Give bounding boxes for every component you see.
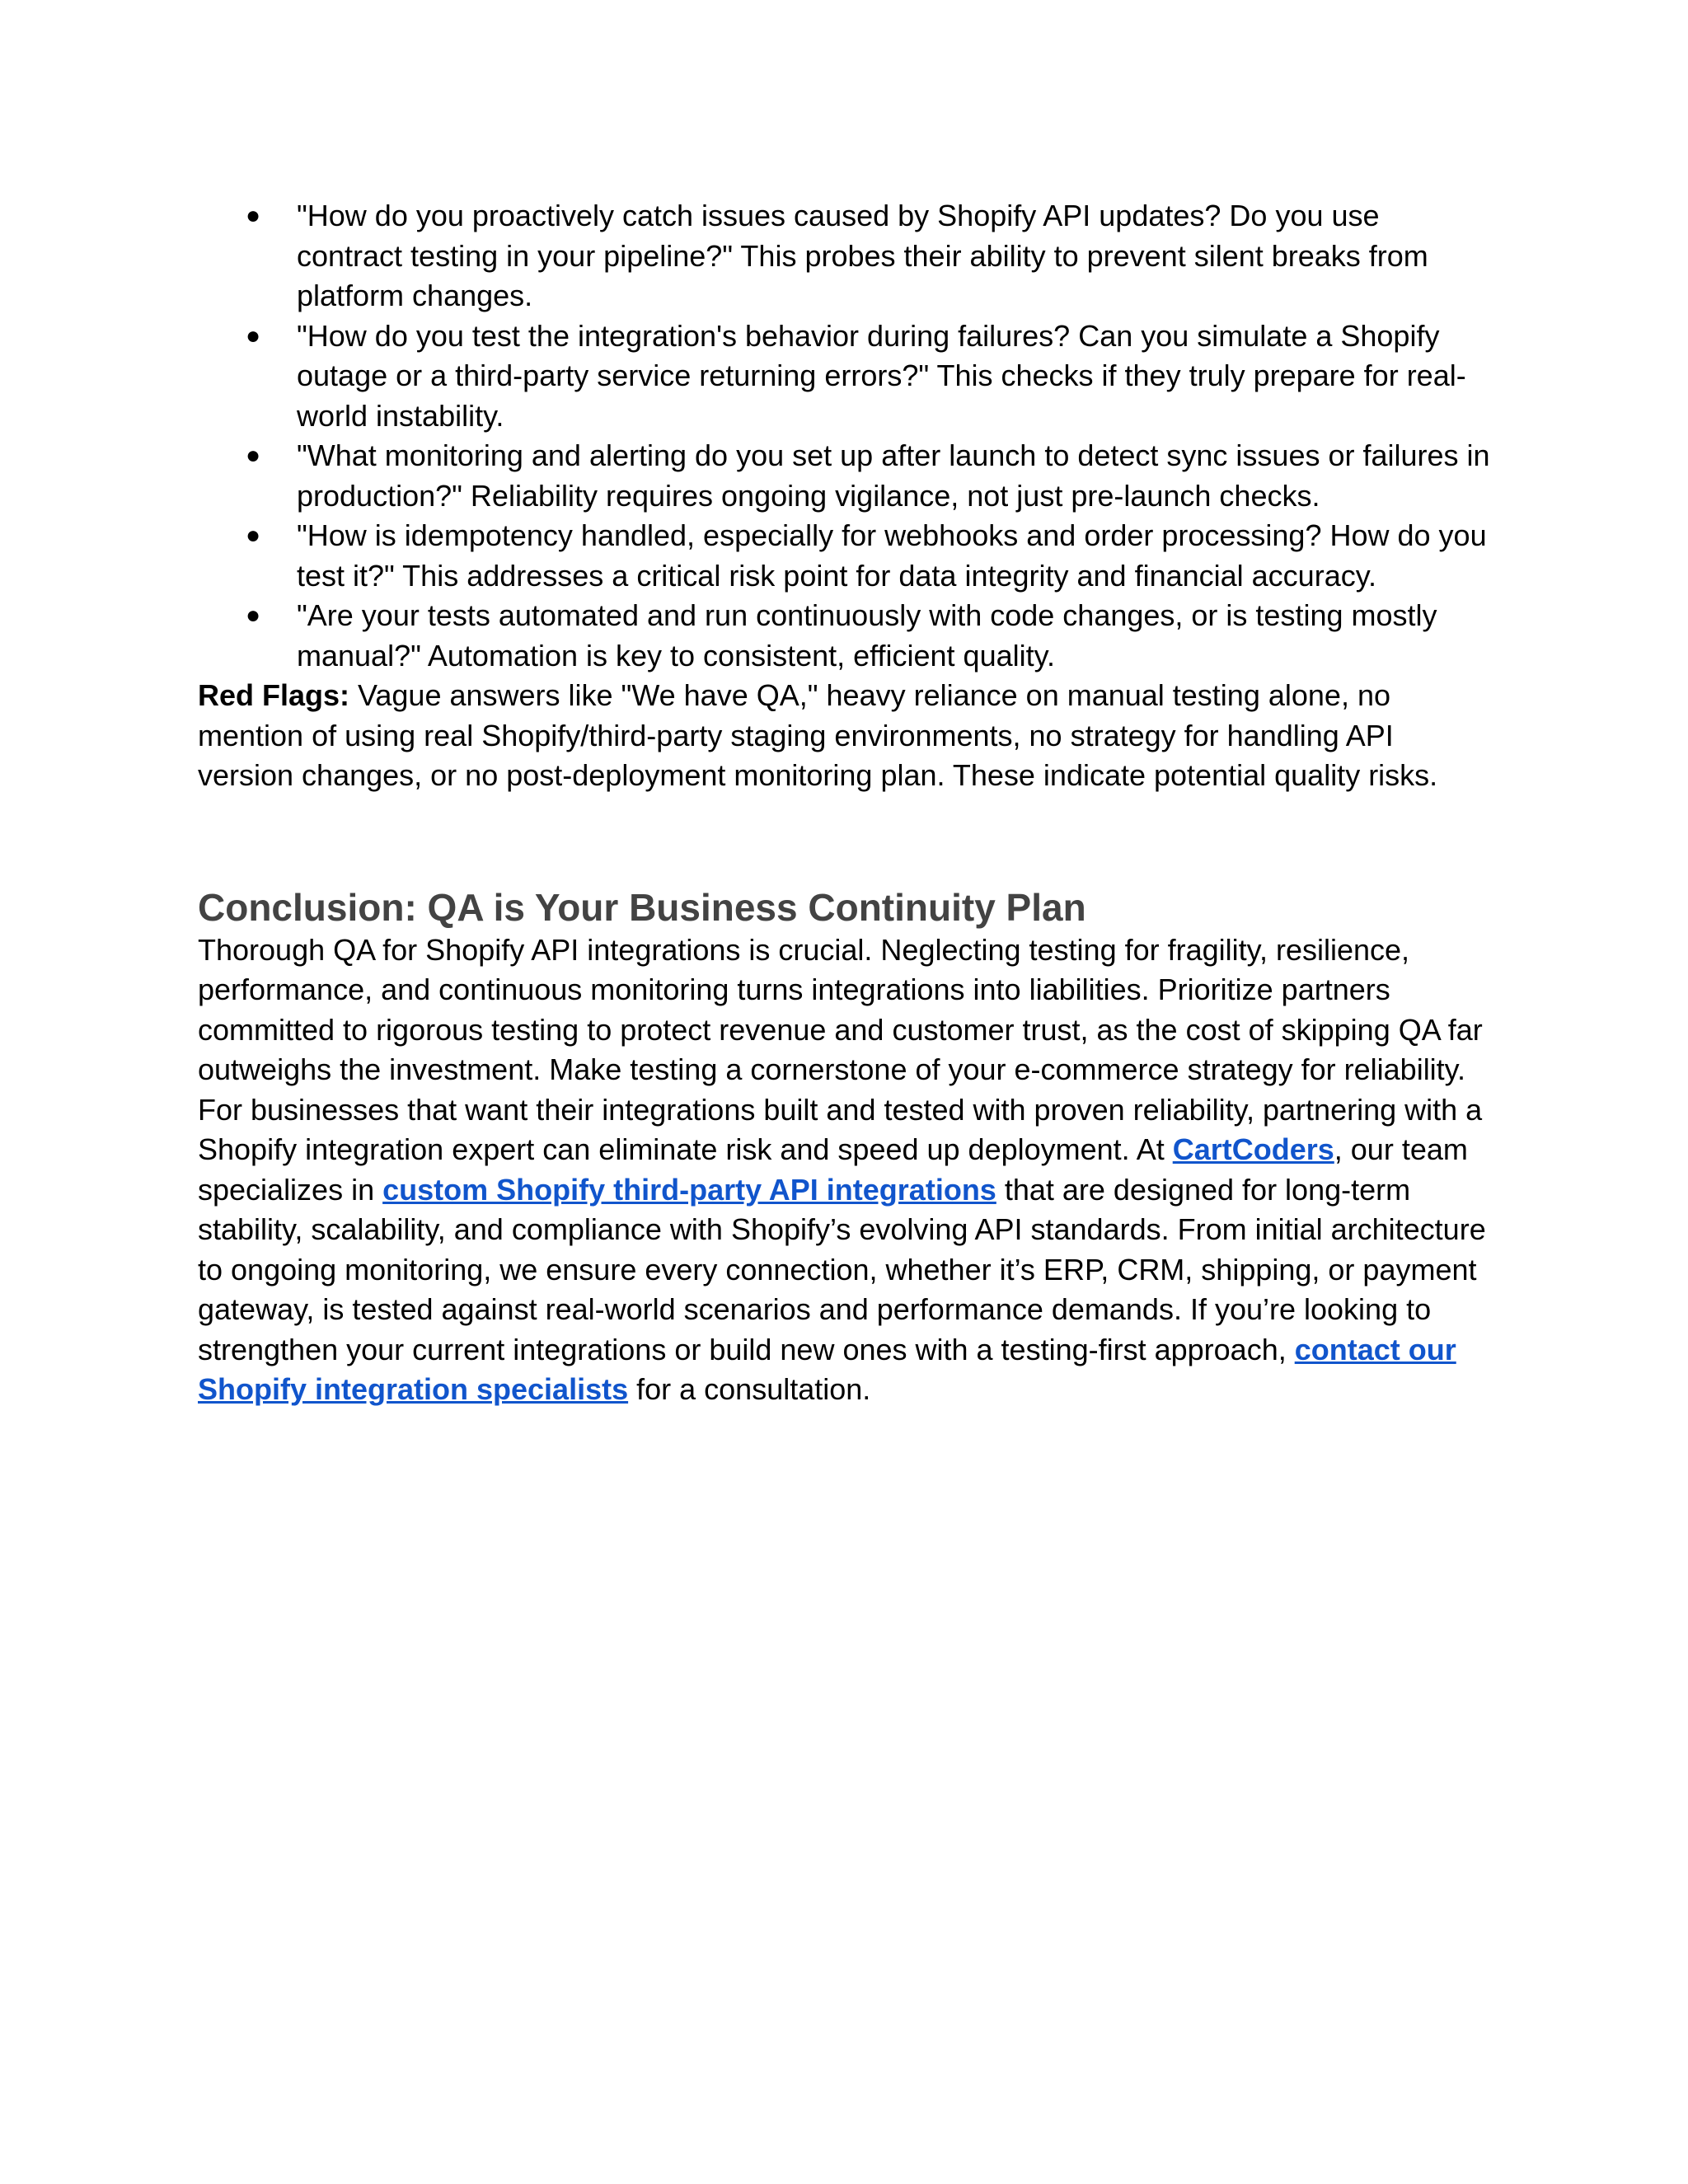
red-flags-paragraph — [198, 676, 1492, 796]
cta-paragraph — [198, 1090, 1492, 1410]
question-text: "What monitoring and alerting do you set up after launch to detect sync issues or failures in production?" Reliability requires ongoing vigilance, not just pre-launch checks. — [297, 438, 1490, 513]
list-item — [198, 516, 1492, 596]
list-item — [198, 436, 1492, 516]
question-text: "How do you test the integration's behavior during failures? Can you simulate a Shopify outage or a third-party service returning errors?" This checks if they truly prepare for real-world instability. — [297, 318, 1466, 433]
bullet-icon: ● — [246, 602, 261, 629]
question-text: "How is idempotency handled, especially for webhooks and order processing? How do you test it?" This addresses a critical risk point for data integrity and financial accuracy. — [297, 518, 1487, 593]
bullet-icon: ● — [246, 321, 261, 349]
bullet-icon: ● — [246, 202, 261, 229]
bullet-icon: ● — [246, 442, 261, 469]
conclusion-paragraph: Thorough QA for Shopify API integrations is crucial. Neglecting testing for fragility, resilience, performance, and continuous monitoring turns integrations into liabilities. Prioritize partners committed to rigorous testing to protect revenue and customer trust, as the cost of skipping QA far outweighs the investment. Make testing a cornerstone of your e-commerce strategy for reliability. — [198, 932, 1483, 1086]
cta-text: , our team specializes in — [198, 1132, 1468, 1207]
cartcoders-link[interactable]: CartCoders — [1172, 1132, 1334, 1166]
list-item — [198, 596, 1492, 676]
cta-text: for a consultation. — [628, 1372, 871, 1406]
document-page — [198, 196, 1492, 1410]
conclusion-heading: Conclusion: QA is Your Business Continuity Plan — [198, 885, 1086, 929]
api-integrations-link[interactable]: custom Shopify third-party API integrations — [382, 1172, 996, 1207]
red-flags-text: Vague answers like "We have QA," heavy reliance on manual testing alone, no mention of using real Shopify/third-party staging environments, no strategy for handling API version changes, or no post-deployment monitoring plan. These indicate potential quality risks. — [198, 678, 1438, 792]
red-flags-label: Red Flags: — [198, 678, 350, 712]
question-text: "How do you proactively catch issues caused by Shopify API updates? Do you use contract testing in your pipeline?" This probes their ability to prevent silent breaks from platform changes. — [297, 199, 1428, 312]
cta-text: that are designed for long-term stability, scalability, and compliance with Shopify’s evolving API standards. From initial architecture to ongoing monitoring, we ensure every connection, whether it’s ERP, CRM, shipping, or payment gateway, is tested against real-world scenarios and performance demands. If you’re looking to strengthen your current integrations or build new ones with a testing-first approach, — [198, 1172, 1486, 1366]
contact-specialists-link[interactable]: contact our Shopify integration specialists — [198, 1332, 1456, 1406]
list-item — [198, 196, 1492, 316]
cta-text: For businesses that want their integrations built and tested with proven reliability, partnering with a Shopify integration expert can eliminate risk and speed up deployment. At — [198, 1092, 1483, 1166]
interview-questions-list — [198, 196, 1492, 676]
list-item — [198, 316, 1492, 437]
question-text: "Are your tests automated and run continuously with code changes, or is testing mostly manual?" Automation is key to consistent, efficient quality. — [297, 598, 1437, 673]
bullet-icon: ● — [246, 522, 261, 549]
